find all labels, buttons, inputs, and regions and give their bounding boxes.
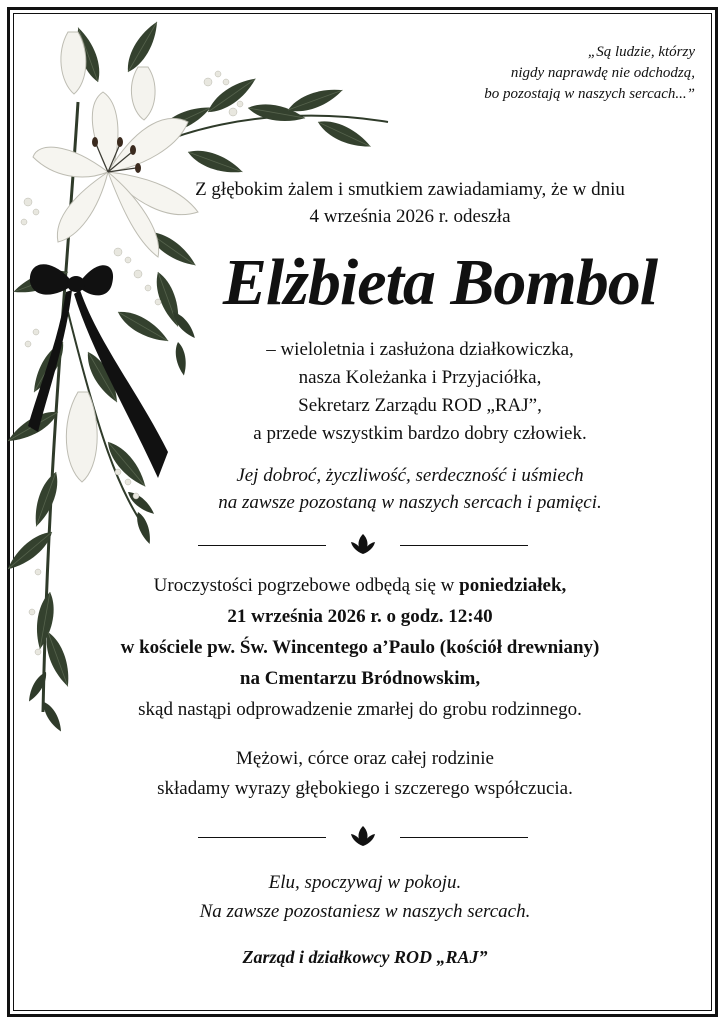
divider-line (198, 545, 326, 546)
funeral-burial-note: skąd nastąpi odprowadzenie zmarłej do grobu rodzinnego. (138, 699, 582, 720)
signature: Zarząd i działkowcy ROD „RAJ” (242, 947, 488, 967)
funeral-day: poniedziałek, (459, 575, 567, 596)
farewell-text (120, 868, 610, 926)
tribute-line: na zawsze pozostaną w naszych sercach i pamięci. (218, 492, 602, 513)
leaf-ornament-icon (348, 530, 378, 560)
funeral-details (60, 570, 660, 725)
condolences (100, 744, 630, 804)
funeral-intro: Uroczystości pogrzebowe odbędą się w (153, 575, 460, 596)
divider-line (400, 545, 528, 546)
description-line: – wieloletnia i zasłużona działkowiczka, (266, 339, 574, 360)
farewell-line: Na zawsze pozostaniesz w naszych sercach. (199, 901, 531, 922)
opening-quote (395, 42, 695, 105)
tribute-line: Jej dobroć, życzliwość, serdeczność i uśmiech (236, 465, 584, 486)
funeral-line (60, 570, 660, 601)
farewell-line: Elu, spoczywaj w pokoju. (268, 872, 462, 893)
intro-line: 4 września 2026 r. odeszła (309, 206, 511, 227)
funeral-date-time: 21 września 2026 r. o godz. 12:40 (227, 606, 493, 627)
quote-line: bo pozostają w naszych sercach...” (484, 86, 695, 102)
deceased-name: Elżbieta Bombol (222, 246, 658, 319)
section-divider (198, 822, 528, 852)
announcement-intro (190, 176, 630, 230)
description-line: a przede wszystkim bardzo dobry człowiek. (253, 423, 587, 444)
deceased-description (200, 336, 640, 448)
funeral-cemetery: na Cmentarzu Bródnowskim, (239, 668, 481, 689)
description-line: Sekretarz Zarządu ROD „RAJ”, (298, 395, 542, 416)
quote-line: nigdy naprawdę nie odchodzą, (510, 65, 695, 81)
description-line: nasza Koleżanka i Przyjaciółka, (298, 367, 542, 388)
divider-line (400, 837, 528, 838)
divider-line (198, 837, 326, 838)
leaf-ornament-icon (348, 822, 378, 852)
section-divider (198, 530, 528, 560)
intro-line: Z głębokim żalem i smutkiem zawiadamiamy, że w dniu (195, 179, 625, 200)
quote-line: „Są ludzie, którzy (587, 44, 695, 60)
condolence-line: Mężowi, córce oraz całej rodzinie (236, 748, 494, 769)
tribute-text (170, 462, 650, 516)
funeral-church: w kościele pw. Św. Wincentego a’Paulo (kościół drewniany) (120, 637, 600, 658)
condolence-line: składamy wyrazy głębokiego i szczerego współczucia. (157, 778, 573, 799)
